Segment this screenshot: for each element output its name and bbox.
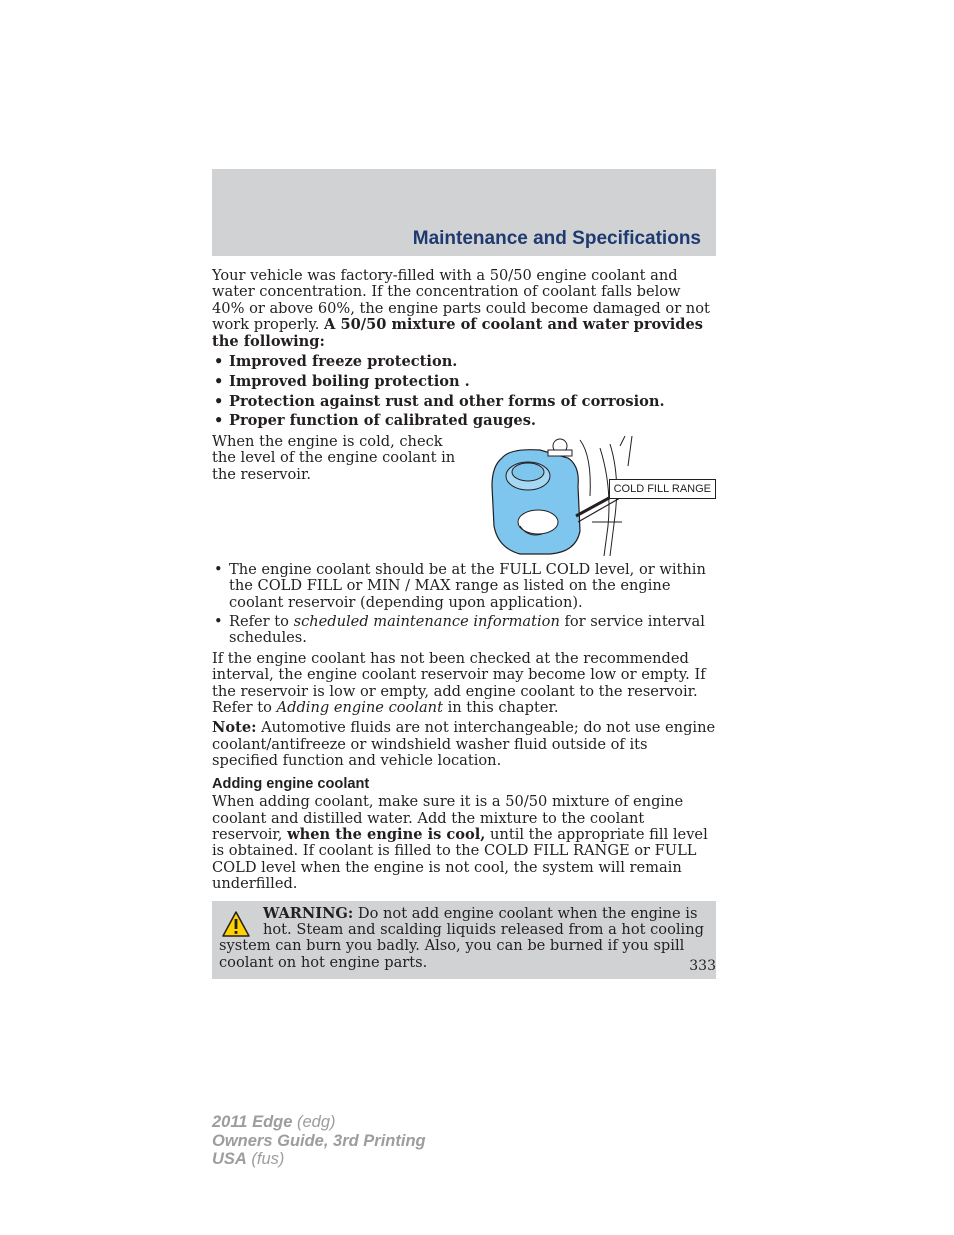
footer-line-3: USA (fus) — [212, 1150, 285, 1168]
cross-reference-link[interactable]: Adding engine coolant — [276, 699, 443, 717]
note-paragraph: Note: Automotive fluids are not interchangeable; do not use engine coolant/antifreeze or windshield washer fluid outside of its specified function and vehicle location. — [212, 719, 716, 770]
page-number: 333 — [689, 958, 716, 974]
cross-reference-link[interactable]: scheduled maintenance information — [293, 613, 560, 631]
level-bullets — [212, 562, 716, 647]
list-item: • Improved boiling protection . — [212, 374, 716, 390]
low-coolant-paragraph: If the engine coolant has not been checked at the recommended interval, the engine coolant reservoir may become low or empty. If the reservoir is low or empty, add engine coolant to the reservoir. Refer to Adding engine coolant in this chapter. — [212, 649, 706, 717]
list-item: • Protection against rust and other forms of corrosion. — [212, 394, 716, 410]
footer — [212, 1113, 426, 1169]
warning-text: Do not add engine coolant when the engine is hot. Steam and scalding liquids released from a hot cooling system can burn you badly. Also, you can be burned if you spill coolant on hot engine parts. — [219, 904, 704, 971]
check-level-text: When the engine is cold, check the level of the engine coolant in the reservoir. — [212, 432, 456, 483]
benefits-list — [212, 354, 716, 430]
footer-line-1: 2011 Edge (edg) — [212, 1113, 336, 1131]
intro-paragraph — [212, 268, 716, 350]
note-label: Note: — [212, 719, 257, 737]
section-header-band — [212, 169, 716, 256]
adding-coolant-heading: Adding engine coolant — [212, 775, 370, 792]
list-item: • The engine coolant should be at the FULL COLD level, or within the COLD FILL or MIN / MAX range as listed on the engine coolant reservoir (depending upon application). — [212, 562, 716, 611]
intro-bold: A 50/50 mixture of coolant and water provides the following: — [212, 316, 703, 350]
cold-fill-range-label: COLD FILL RANGE — [609, 479, 716, 499]
page-content — [212, 268, 716, 979]
list-item: • Proper function of calibrated gauges. — [212, 413, 716, 429]
list-item: • Refer to scheduled maintenance information for service interval schedules. — [212, 614, 716, 647]
check-level-row — [212, 434, 716, 556]
list-item: • Improved freeze protection. — [212, 354, 716, 370]
footer-line-2: Owners Guide, 3rd Printing — [212, 1131, 426, 1150]
intro-text: Your vehicle was factory-filled with a 50/50 engine coolant and water concentration. If the concentration of coolant falls below 40% or above 60%, the engine parts could become damaged or not work properly. — [212, 267, 710, 334]
warning-label: WARNING: — [263, 904, 354, 922]
warning-triangle-icon — [221, 910, 251, 938]
section-title: Maintenance and Specifications — [412, 228, 701, 249]
coolant-reservoir-figure — [480, 436, 716, 556]
adding-coolant-paragraph: When adding coolant, make sure it is a 50/50 mixture of engine coolant and distilled water. Add the mixture to the coolant reservoir, when the engine is cool, until the appropriate fill level is obtained. If coolant is filled to the COLD FILL RANGE or FULL COLD level when the engine is not cool, the system will remain underfilled. — [212, 793, 708, 893]
